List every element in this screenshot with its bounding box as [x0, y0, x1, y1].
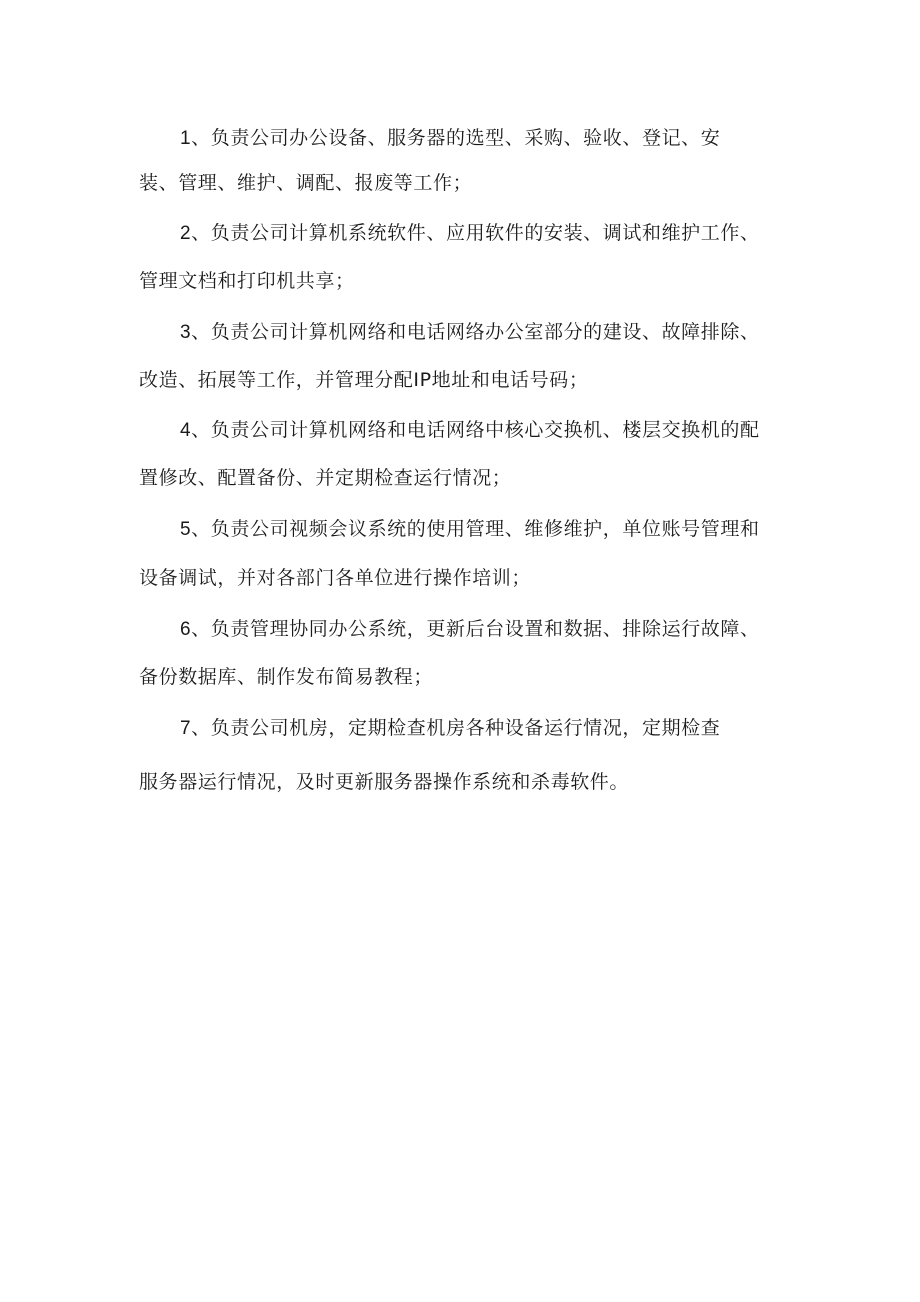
item-3-line-2: 改造、拓展等工作，并管理分配IP地址和电话号码； [139, 369, 589, 391]
item-1-line-2: 装、管理、维护、调配、报废等工作； [139, 172, 473, 194]
item-4-number: 4 [180, 420, 192, 441]
item-1-number: 1 [180, 128, 192, 149]
item-7-line-2: 服务器运行情况，及时更新服务器操作系统和杀毒软件。 [139, 771, 630, 793]
item-1-text-line-1: 、负责公司办公设备、服务器的选型、采购、验收、登记、安 [191, 127, 721, 149]
item-5-line-2: 设备调试，并对各部门各单位进行操作培训； [139, 567, 532, 589]
item-6-line-1 [180, 617, 760, 642]
item-3-text-line-1: 、负责公司计算机网络和电话网络办公室部分的建设、故障排除、 [191, 321, 760, 343]
item-2-line-2: 管理文档和打印机共享； [139, 270, 355, 292]
item-1-line-1 [180, 126, 720, 151]
item-2-number: 2 [180, 223, 192, 244]
item-7-text-line-1: 、负责公司机房，定期检查机房各种设备运行情况，定期检查 [191, 717, 721, 739]
item-6-text-line-1: 、负责管理协同办公系统，更新后台设置和数据、排除运行故障、 [191, 618, 760, 640]
item-2-text-line-1: 、负责公司计算机系统软件、应用软件的安装、调试和维护工作、 [191, 222, 760, 244]
item-5-line-1 [180, 517, 760, 542]
item-3-number: 3 [180, 322, 192, 343]
item-4-line-2: 置修改、配置备份、并定期检查运行情况； [139, 467, 512, 489]
item-7-line-1 [180, 716, 720, 741]
item-3-line-1 [180, 320, 760, 345]
item-6-line-2: 备份数据库、制作发布简易教程； [139, 666, 434, 688]
item-4-text-line-1: 、负责公司计算机网络和电话网络中核心交换机、楼层交换机的配 [191, 419, 760, 441]
item-4-line-1 [180, 418, 760, 443]
item-6-number: 6 [180, 619, 192, 640]
item-5-number: 5 [180, 519, 192, 540]
item-2-line-1 [180, 221, 760, 246]
item-5-text-line-1: 、负责公司视频会议系统的使用管理、维修维护，单位账号管理和 [191, 518, 760, 540]
item-7-number: 7 [180, 718, 192, 739]
